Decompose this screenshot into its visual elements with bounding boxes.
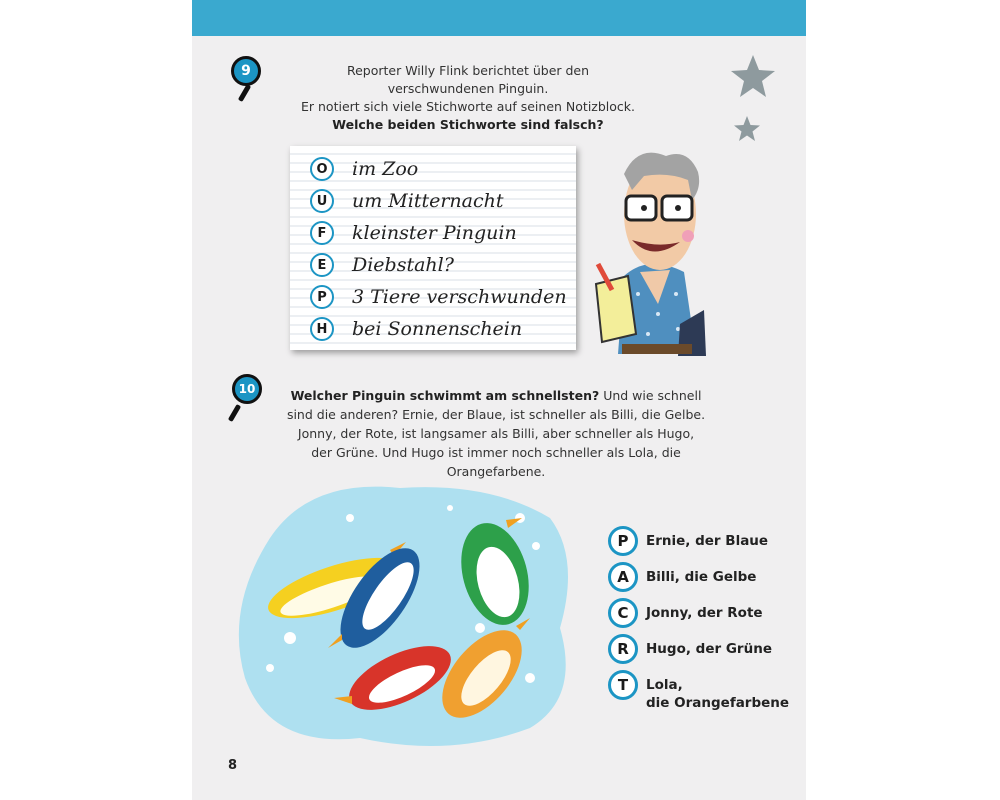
answer-option — [608, 598, 763, 628]
note-row — [310, 314, 522, 344]
task-9-badge: 9 — [231, 56, 261, 86]
note-row — [310, 250, 454, 280]
reporter-illustration — [588, 144, 718, 370]
page-number: 8 — [228, 758, 238, 773]
top-band — [192, 0, 806, 36]
option-text: Billi, die Gelbe — [646, 569, 757, 585]
option-text: Ernie, der Blaue — [646, 533, 769, 549]
option-letter: A — [608, 562, 638, 592]
option-text: Jonny, der Rote — [646, 605, 763, 621]
answer-option — [608, 670, 789, 712]
note-text: bei Sonnenschein — [352, 318, 523, 340]
note-row — [310, 186, 504, 216]
option-letter: P — [608, 526, 638, 556]
task-10-body: Und wie schnell sind die anderen? Ernie, der Blaue, ist schneller als Billi, die Gelbe. Jonny, der Rote, ist langsamer als Billi, aber schneller als Hugo, der Grüne. Und Hugo ist immer noch schneller als Lola, die Orangefarbene. — [286, 388, 706, 479]
option-letter: C — [608, 598, 638, 628]
option-text: Hugo, der Grüne — [646, 641, 772, 657]
option-text-line-2: die Orangefarbene — [646, 695, 790, 711]
note-text: 3 Tiere verschwunden — [352, 286, 567, 308]
option-text-line-1: Lola, — [646, 677, 683, 693]
note-letter: P — [310, 285, 334, 309]
note-letter: F — [310, 221, 334, 245]
note-letter: E — [310, 253, 334, 277]
task-9-question: Welche beiden Stichworte sind falsch? — [332, 117, 604, 132]
answer-option — [608, 526, 768, 556]
note-text: im Zoo — [352, 158, 419, 180]
note-text: Diebstahl? — [352, 254, 454, 276]
note-row — [310, 218, 517, 248]
answer-option — [608, 634, 772, 664]
note-text: um Mitternacht — [352, 190, 504, 212]
task-10-text — [286, 386, 706, 481]
intro-line-2: Er notiert sich viele Stichworte auf seinen Notizblock. — [300, 99, 635, 114]
book-page — [192, 0, 806, 800]
notepad — [290, 146, 576, 350]
task-9-intro — [300, 62, 636, 134]
answer-option — [608, 562, 756, 592]
note-row — [310, 282, 567, 312]
task-10-question: Welcher Pinguin schwimmt am schnellsten? — [290, 388, 600, 403]
magnifier-handle — [238, 84, 251, 102]
note-text: kleinster Pinguin — [352, 222, 517, 244]
note-letter: U — [310, 189, 334, 213]
magnifier-handle — [228, 404, 241, 422]
note-row — [310, 154, 418, 184]
note-letter: H — [310, 317, 334, 341]
intro-line-1: Reporter Willy Flink berichtet über den verschwundenen Pinguin. — [346, 63, 590, 96]
note-letter: O — [310, 157, 334, 181]
small-star-icon — [732, 114, 762, 144]
option-letter: R — [608, 634, 638, 664]
star-icon — [728, 52, 778, 102]
task-10-badge: 10 — [232, 374, 262, 404]
penguin-pool-illustration — [230, 478, 580, 754]
option-text — [646, 670, 789, 712]
option-letter: T — [608, 670, 638, 700]
